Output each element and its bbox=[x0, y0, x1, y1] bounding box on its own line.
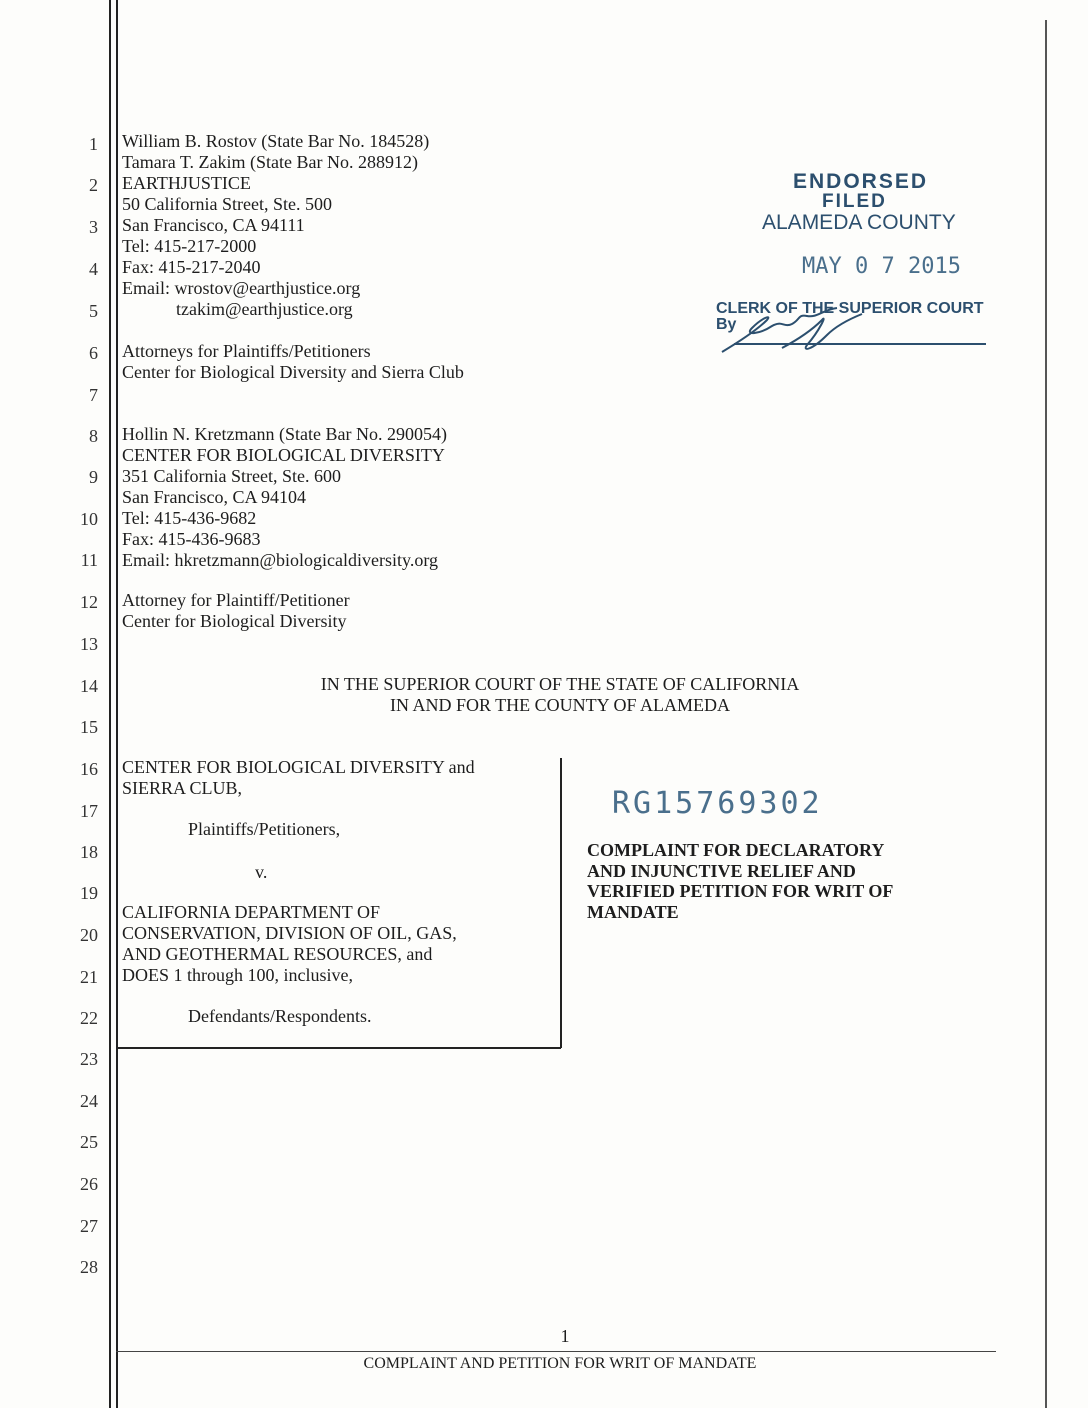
stamp-filed: FILED bbox=[822, 191, 887, 212]
defendants-role: Defendants/Respondents. bbox=[188, 1006, 372, 1026]
page-number: 1 bbox=[560, 1326, 570, 1346]
attorneys-for-line: Attorneys for Plaintiffs/Petitioners bbox=[122, 341, 371, 361]
line-number: 12 bbox=[80, 592, 98, 612]
defendant-line: AND GEOTHERMAL RESOURCES, and bbox=[122, 944, 433, 964]
defendant-line: CONSERVATION, DIVISION OF OIL, GAS, bbox=[122, 923, 457, 943]
document-title-line: COMPLAINT FOR DECLARATORY bbox=[587, 840, 885, 860]
line-number: 4 bbox=[89, 259, 98, 279]
line-number: 11 bbox=[80, 550, 98, 570]
counsel-line: tzakim@earthjustice.org bbox=[122, 299, 353, 319]
line-number: 9 bbox=[89, 467, 98, 487]
line-number: 3 bbox=[89, 217, 98, 237]
plaintiff-line: SIERRA CLUB, bbox=[122, 778, 243, 798]
right-margin-rule bbox=[1045, 20, 1047, 1408]
line-number: 16 bbox=[80, 759, 98, 779]
line-number: 28 bbox=[80, 1257, 98, 1277]
document-title-line: VERIFIED PETITION FOR WRIT OF bbox=[587, 881, 894, 901]
counsel-line: Fax: 415-217-2040 bbox=[122, 257, 261, 277]
counsel-line: Email: wrostov@earthjustice.org bbox=[122, 278, 361, 298]
counsel-line: 351 California Street, Ste. 600 bbox=[122, 466, 341, 486]
counsel-line: Tamara T. Zakim (State Bar No. 288912) bbox=[122, 152, 418, 172]
defendants-names bbox=[122, 902, 457, 986]
stamp-clerk: CLERK OF THE SUPERIOR COURT bbox=[716, 300, 984, 317]
counsel-block-earthjustice bbox=[122, 131, 429, 320]
line-number: 26 bbox=[80, 1174, 98, 1194]
counsel-line: CENTER FOR BIOLOGICAL DIVERSITY bbox=[122, 445, 445, 465]
left-margin-rule-inner bbox=[116, 0, 118, 1408]
line-number: 18 bbox=[80, 842, 98, 862]
attorneys-for-line: Attorney for Plaintiff/Petitioner bbox=[122, 590, 350, 610]
line-number: 6 bbox=[89, 343, 98, 363]
line-number: 22 bbox=[80, 1008, 98, 1028]
counsel-line: San Francisco, CA 94111 bbox=[122, 215, 305, 235]
court-name-line-2: IN AND FOR THE COUNTY OF ALAMEDA bbox=[389, 695, 730, 715]
line-number: 13 bbox=[80, 634, 98, 654]
line-number: 14 bbox=[80, 676, 98, 696]
attorneys-for-block-2 bbox=[122, 590, 350, 632]
defendant-line: CALIFORNIA DEPARTMENT OF bbox=[122, 902, 380, 922]
line-number: 23 bbox=[80, 1049, 98, 1069]
versus: v. bbox=[255, 862, 268, 882]
line-number: 8 bbox=[89, 426, 98, 446]
line-number: 7 bbox=[89, 385, 98, 405]
counsel-line: Email: hkretzmann@biologicaldiversity.org bbox=[122, 550, 439, 570]
line-number: 5 bbox=[89, 301, 98, 321]
line-number: 24 bbox=[80, 1091, 98, 1111]
stamp-by: By bbox=[716, 316, 737, 333]
footer-title: COMPLAINT AND PETITION FOR WRIT OF MANDATE bbox=[363, 1355, 757, 1372]
line-number: 27 bbox=[80, 1216, 98, 1236]
stamp-endorsed: ENDORSED bbox=[793, 170, 929, 193]
line-number: 1 bbox=[89, 134, 98, 154]
line-number: 19 bbox=[80, 883, 98, 903]
counsel-line: San Francisco, CA 94104 bbox=[122, 487, 306, 507]
plaintiffs-names bbox=[122, 757, 475, 799]
line-number: 2 bbox=[89, 175, 98, 195]
line-number: 17 bbox=[80, 801, 98, 821]
stamp-county: ALAMEDA COUNTY bbox=[762, 211, 956, 234]
counsel-line: Tel: 415-217-2000 bbox=[122, 236, 257, 256]
counsel-line: Fax: 415-436-9683 bbox=[122, 529, 261, 549]
line-number: 10 bbox=[80, 509, 98, 529]
counsel-line: 50 California Street, Ste. 500 bbox=[122, 194, 332, 214]
counsel-line: Tel: 415-436-9682 bbox=[122, 508, 257, 528]
defendant-line: DOES 1 through 100, inclusive, bbox=[122, 965, 353, 985]
line-number: 25 bbox=[80, 1132, 98, 1152]
counsel-block-cbd bbox=[122, 424, 447, 571]
document-title-line: AND INJUNCTIVE RELIEF AND bbox=[587, 860, 856, 881]
attorneys-for-line: Center for Biological Diversity and Sierra Club bbox=[122, 362, 464, 382]
left-margin-rule-outer bbox=[109, 0, 111, 1408]
footer-rule bbox=[116, 1351, 996, 1352]
line-number: 15 bbox=[80, 717, 98, 737]
plaintiff-line: CENTER FOR BIOLOGICAL DIVERSITY and bbox=[122, 757, 475, 777]
document-title-line: MANDATE bbox=[587, 901, 679, 922]
attorneys-for-line: Center for Biological Diversity bbox=[122, 611, 347, 631]
clerk-signature bbox=[712, 300, 892, 365]
stamp-date: MAY 0 7 2015 bbox=[802, 254, 961, 279]
attorneys-for-block-1 bbox=[122, 341, 464, 383]
caption-bottom-rule bbox=[116, 1047, 561, 1049]
court-name-line-1: IN THE SUPERIOR COURT OF THE STATE OF CALIFORNIA bbox=[320, 674, 800, 694]
case-number: RG15769302 bbox=[612, 786, 823, 821]
counsel-line: Hollin N. Kretzmann (State Bar No. 290054) bbox=[122, 424, 447, 444]
document-title bbox=[587, 840, 893, 922]
counsel-line: William B. Rostov (State Bar No. 184528) bbox=[122, 131, 430, 151]
counsel-line: EARTHJUSTICE bbox=[122, 173, 251, 193]
line-number: 21 bbox=[80, 967, 98, 987]
line-number: 20 bbox=[80, 925, 98, 945]
plaintiffs-role: Plaintiffs/Petitioners, bbox=[188, 819, 341, 839]
caption-right-rule bbox=[560, 758, 562, 1048]
